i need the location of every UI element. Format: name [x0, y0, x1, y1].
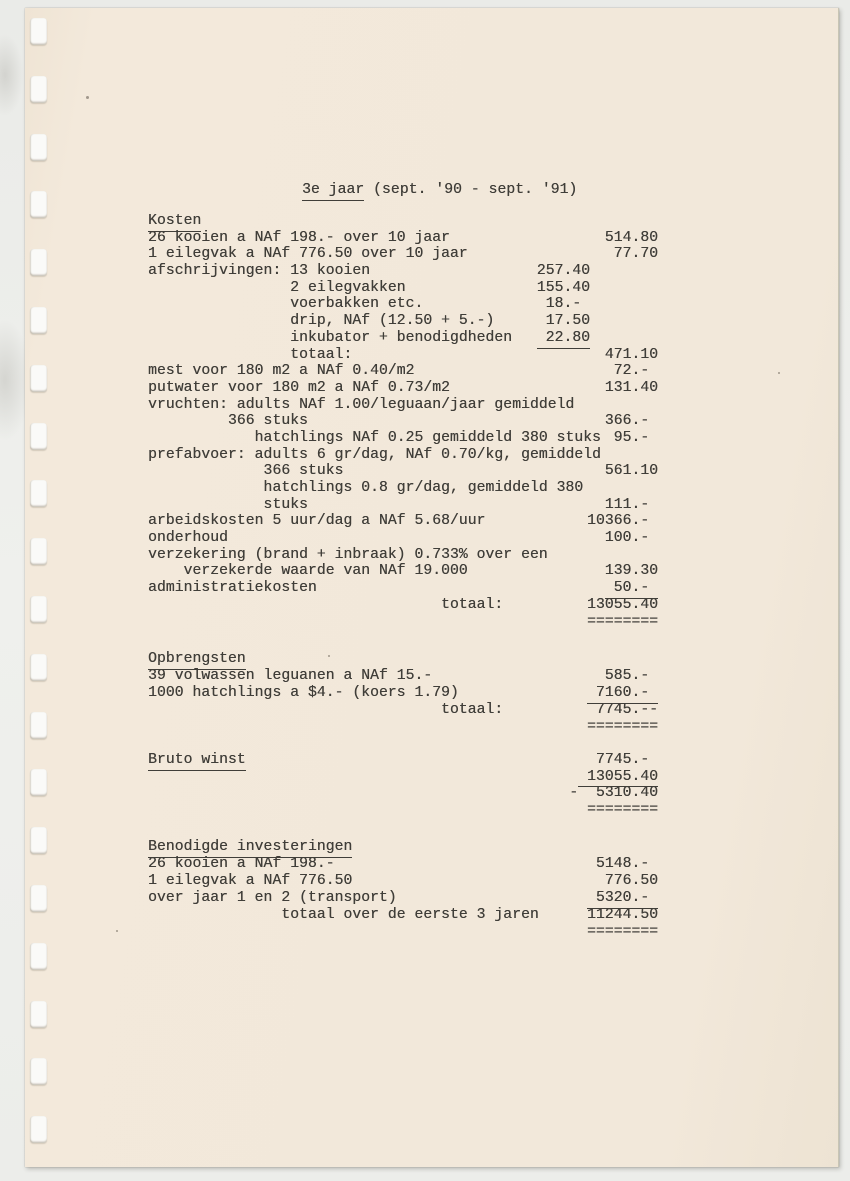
- amount-cell: [458, 597, 658, 614]
- section-benodigde-investeringen: [148, 839, 728, 941]
- doc-line: [148, 497, 728, 514]
- amount: 13055.40: [578, 769, 658, 788]
- amount-cell: [458, 513, 658, 530]
- doc-line: [148, 347, 728, 364]
- amount: 514.80: [604, 229, 658, 246]
- double-rule: ========: [586, 924, 658, 940]
- double-rule-cell: [458, 802, 658, 819]
- amount: 139.30: [604, 563, 658, 580]
- doc-line: [148, 480, 728, 497]
- binding-hole: [30, 480, 47, 507]
- amount: 77.70: [613, 246, 658, 263]
- doc-line: [148, 785, 728, 802]
- section-bruto-winst: [148, 752, 728, 818]
- scanned-page: [25, 8, 839, 1167]
- binding-hole: [30, 191, 47, 218]
- amount: 10366.-: [586, 513, 650, 530]
- amount: 561.10: [604, 463, 658, 480]
- amount: 72.-: [613, 363, 650, 380]
- amount: 366.-: [604, 413, 650, 430]
- amount: 5148.-: [595, 856, 650, 872]
- amount-cell: [458, 413, 658, 430]
- line-text: 26 kooien a NAf 198.-: [148, 856, 335, 872]
- binding-hole: [30, 423, 47, 450]
- section-heading: Opbrengsten: [148, 651, 246, 670]
- section-heading-row: [148, 752, 728, 769]
- doc-line: [148, 463, 728, 480]
- amount-cell: [458, 380, 658, 397]
- binding-hole: [30, 596, 47, 623]
- doc-line: [148, 296, 728, 313]
- binding-hole: [30, 712, 47, 739]
- binding-hole: [30, 827, 47, 854]
- amount-sub: 257.40: [536, 263, 590, 280]
- line-text: arbeidskosten 5 uur/dag a NAf 5.68/uur: [148, 513, 486, 530]
- binding-hole: [30, 76, 47, 103]
- doc-line: [148, 363, 728, 380]
- amount-cell: [458, 752, 658, 769]
- amount: 776.50: [604, 873, 658, 889]
- line-text: vruchten: adults NAf 1.00/leguaan/jaar gemiddeld: [148, 396, 575, 413]
- doc-line: [148, 597, 728, 614]
- line-text: 39 volwassen leguanen a NAf 15.-: [148, 668, 433, 684]
- amount-sub-cell: [390, 263, 590, 280]
- doc-line: [148, 580, 728, 597]
- amount-cell: [458, 873, 658, 890]
- amount-cell: [458, 563, 658, 580]
- doc-line: [148, 685, 728, 702]
- line-text: mest voor 180 m2 a NAf 0.40/m2: [148, 363, 415, 380]
- line-text: afschrijvingen: 13 kooien: [148, 263, 370, 280]
- binding-hole: [30, 365, 47, 392]
- amount-cell: [458, 246, 658, 263]
- amount-sub: 155.40: [536, 279, 590, 296]
- line-text: verzekering (brand + inbraak) 0.733% over een: [148, 546, 548, 563]
- line-text: 1 eilegvak a NAf 776.50: [148, 873, 353, 889]
- paper-speck: [86, 96, 89, 99]
- double-rule-cell: [458, 719, 658, 736]
- amount-cell: [458, 230, 658, 247]
- doc-line: [148, 563, 728, 580]
- amount-cell: [458, 856, 658, 873]
- doc-line: [148, 924, 728, 941]
- amount-cell: [458, 463, 658, 480]
- line-text: voerbakken etc.: [148, 296, 424, 313]
- section-heading: Benodigde investeringen: [148, 839, 352, 858]
- line-text: prefabvoer: adults 6 gr/dag, NAf 0.70/kg, gemiddeld: [148, 446, 601, 463]
- line-text: drip, NAf (12.50 + 5.-): [148, 313, 495, 330]
- doc-line: [148, 313, 728, 330]
- amount: 13055.40: [586, 596, 658, 613]
- amount-sub: 22.80: [537, 330, 590, 349]
- line-text: 366 stuks: [148, 463, 344, 480]
- doc-line: [148, 547, 728, 564]
- document-title-rest: (sept. '90 - sept. '91): [364, 182, 578, 198]
- binding-hole: [30, 134, 47, 161]
- amount: 7745.--: [595, 702, 658, 718]
- line-text: hatchlings NAf 0.25 gemiddeld 380 stuks: [148, 429, 601, 446]
- doc-line: [148, 668, 728, 685]
- amount: 100.-: [604, 530, 650, 547]
- binding-hole: [30, 654, 47, 681]
- binding-hole: [30, 1001, 47, 1028]
- line-text: 2 eilegvakken: [148, 279, 406, 296]
- doc-line: [148, 513, 728, 530]
- amount-cell: [458, 497, 658, 514]
- doc-line: [148, 769, 728, 786]
- amount: 471.10: [604, 346, 658, 363]
- binding-hole: [30, 1116, 47, 1143]
- doc-line: [148, 614, 728, 631]
- amount-cell: [458, 347, 658, 364]
- binding-hole: [30, 307, 47, 334]
- doc-line: [148, 907, 728, 924]
- amount-cell: [458, 668, 658, 685]
- line-text: 1 eilegvak a NAf 776.50 over 10 jaar: [148, 246, 468, 263]
- line-text: totaal over de eerste 3 jaren: [148, 907, 539, 923]
- section-heading: Bruto winst: [148, 752, 246, 771]
- double-rule: ========: [586, 801, 658, 818]
- binding-hole: [30, 943, 47, 970]
- line-text: over jaar 1 en 2 (transport): [148, 890, 397, 906]
- doc-line: [148, 263, 728, 280]
- line-text: hatchlings 0.8 gr/dag, gemiddeld 380: [148, 480, 584, 496]
- amount-cell: [458, 907, 658, 924]
- double-rule: ========: [586, 613, 658, 630]
- binding-hole: [30, 538, 47, 565]
- amount: 7745.-: [595, 752, 650, 768]
- double-rule-cell: [458, 924, 658, 941]
- amount: 131.40: [604, 379, 658, 396]
- line-text: inkubator + benodigdheden: [148, 329, 513, 346]
- section-kosten: [148, 213, 728, 630]
- double-rule-cell: [458, 614, 658, 631]
- amount: 50.-: [605, 580, 658, 599]
- doc-line: [148, 230, 728, 247]
- doc-line: [148, 719, 728, 736]
- line-text: administratiekosten: [148, 580, 317, 597]
- paper-speck: [778, 372, 780, 374]
- amount-sub-cell: [390, 313, 590, 330]
- document-title: [302, 182, 577, 199]
- line-text: totaal:: [148, 702, 504, 718]
- amount-cell: [458, 363, 658, 380]
- amount-cell: [458, 785, 658, 802]
- amount-sub: 18.-: [545, 296, 582, 313]
- amount-sub-cell: [390, 296, 590, 313]
- double-rule: ========: [586, 719, 658, 735]
- doc-line: [148, 530, 728, 547]
- doc-line: [148, 280, 728, 297]
- binding-hole: [30, 1058, 47, 1085]
- line-text: onderhoud: [148, 530, 228, 547]
- line-text: putwater voor 180 m2 a NAf 0.73/m2: [148, 379, 450, 396]
- section-opbrengsten: [148, 651, 728, 736]
- doc-line: [148, 802, 728, 819]
- amount: 111.-: [604, 496, 650, 513]
- doc-line: [148, 430, 728, 447]
- line-text: verzekerde waarde van NAf 19.000: [148, 563, 468, 580]
- doc-line: [148, 330, 728, 347]
- amount-sub-cell: [390, 280, 590, 297]
- binding-hole: [30, 769, 47, 796]
- paper-speck: [116, 930, 118, 932]
- amount: 5320.-: [587, 890, 658, 909]
- section-heading-row: [148, 839, 728, 856]
- amount: 7160.-: [587, 685, 658, 704]
- line-text: stuks: [148, 496, 308, 513]
- amount: 95.-: [613, 429, 650, 446]
- line-text: 366 stuks: [148, 413, 308, 430]
- section-heading: Kosten: [148, 213, 201, 232]
- doc-line: [148, 246, 728, 263]
- line-text: 1000 hatchlings a $4.- (koers 1.79): [148, 685, 459, 701]
- amount: 585.-: [604, 668, 650, 684]
- line-text: totaal:: [148, 346, 353, 363]
- binding-hole: [30, 249, 47, 276]
- amount: - 5310.40: [569, 785, 658, 801]
- doc-line: [148, 702, 728, 719]
- line-text: 26 kooien a NAf 198.- over 10 jaar: [148, 229, 450, 246]
- amount-cell: [458, 530, 658, 547]
- amount-cell: [458, 430, 658, 447]
- amount-cell: [458, 702, 658, 719]
- amount-sub: 17.50: [545, 313, 590, 330]
- section-heading-row: [148, 651, 728, 668]
- line-text: totaal:: [148, 596, 504, 613]
- doc-line: [148, 380, 728, 397]
- section-heading-row: [148, 213, 728, 230]
- doc-line: [148, 447, 728, 464]
- binding-hole: [30, 885, 47, 912]
- doc-line: [148, 397, 728, 414]
- binding-hole: [30, 18, 47, 45]
- doc-line: [148, 890, 728, 907]
- doc-line: [148, 856, 728, 873]
- amount: 11244.50: [586, 907, 658, 923]
- doc-line: [148, 873, 728, 890]
- document-title-underlined: 3e jaar: [302, 182, 364, 201]
- doc-line: [148, 413, 728, 430]
